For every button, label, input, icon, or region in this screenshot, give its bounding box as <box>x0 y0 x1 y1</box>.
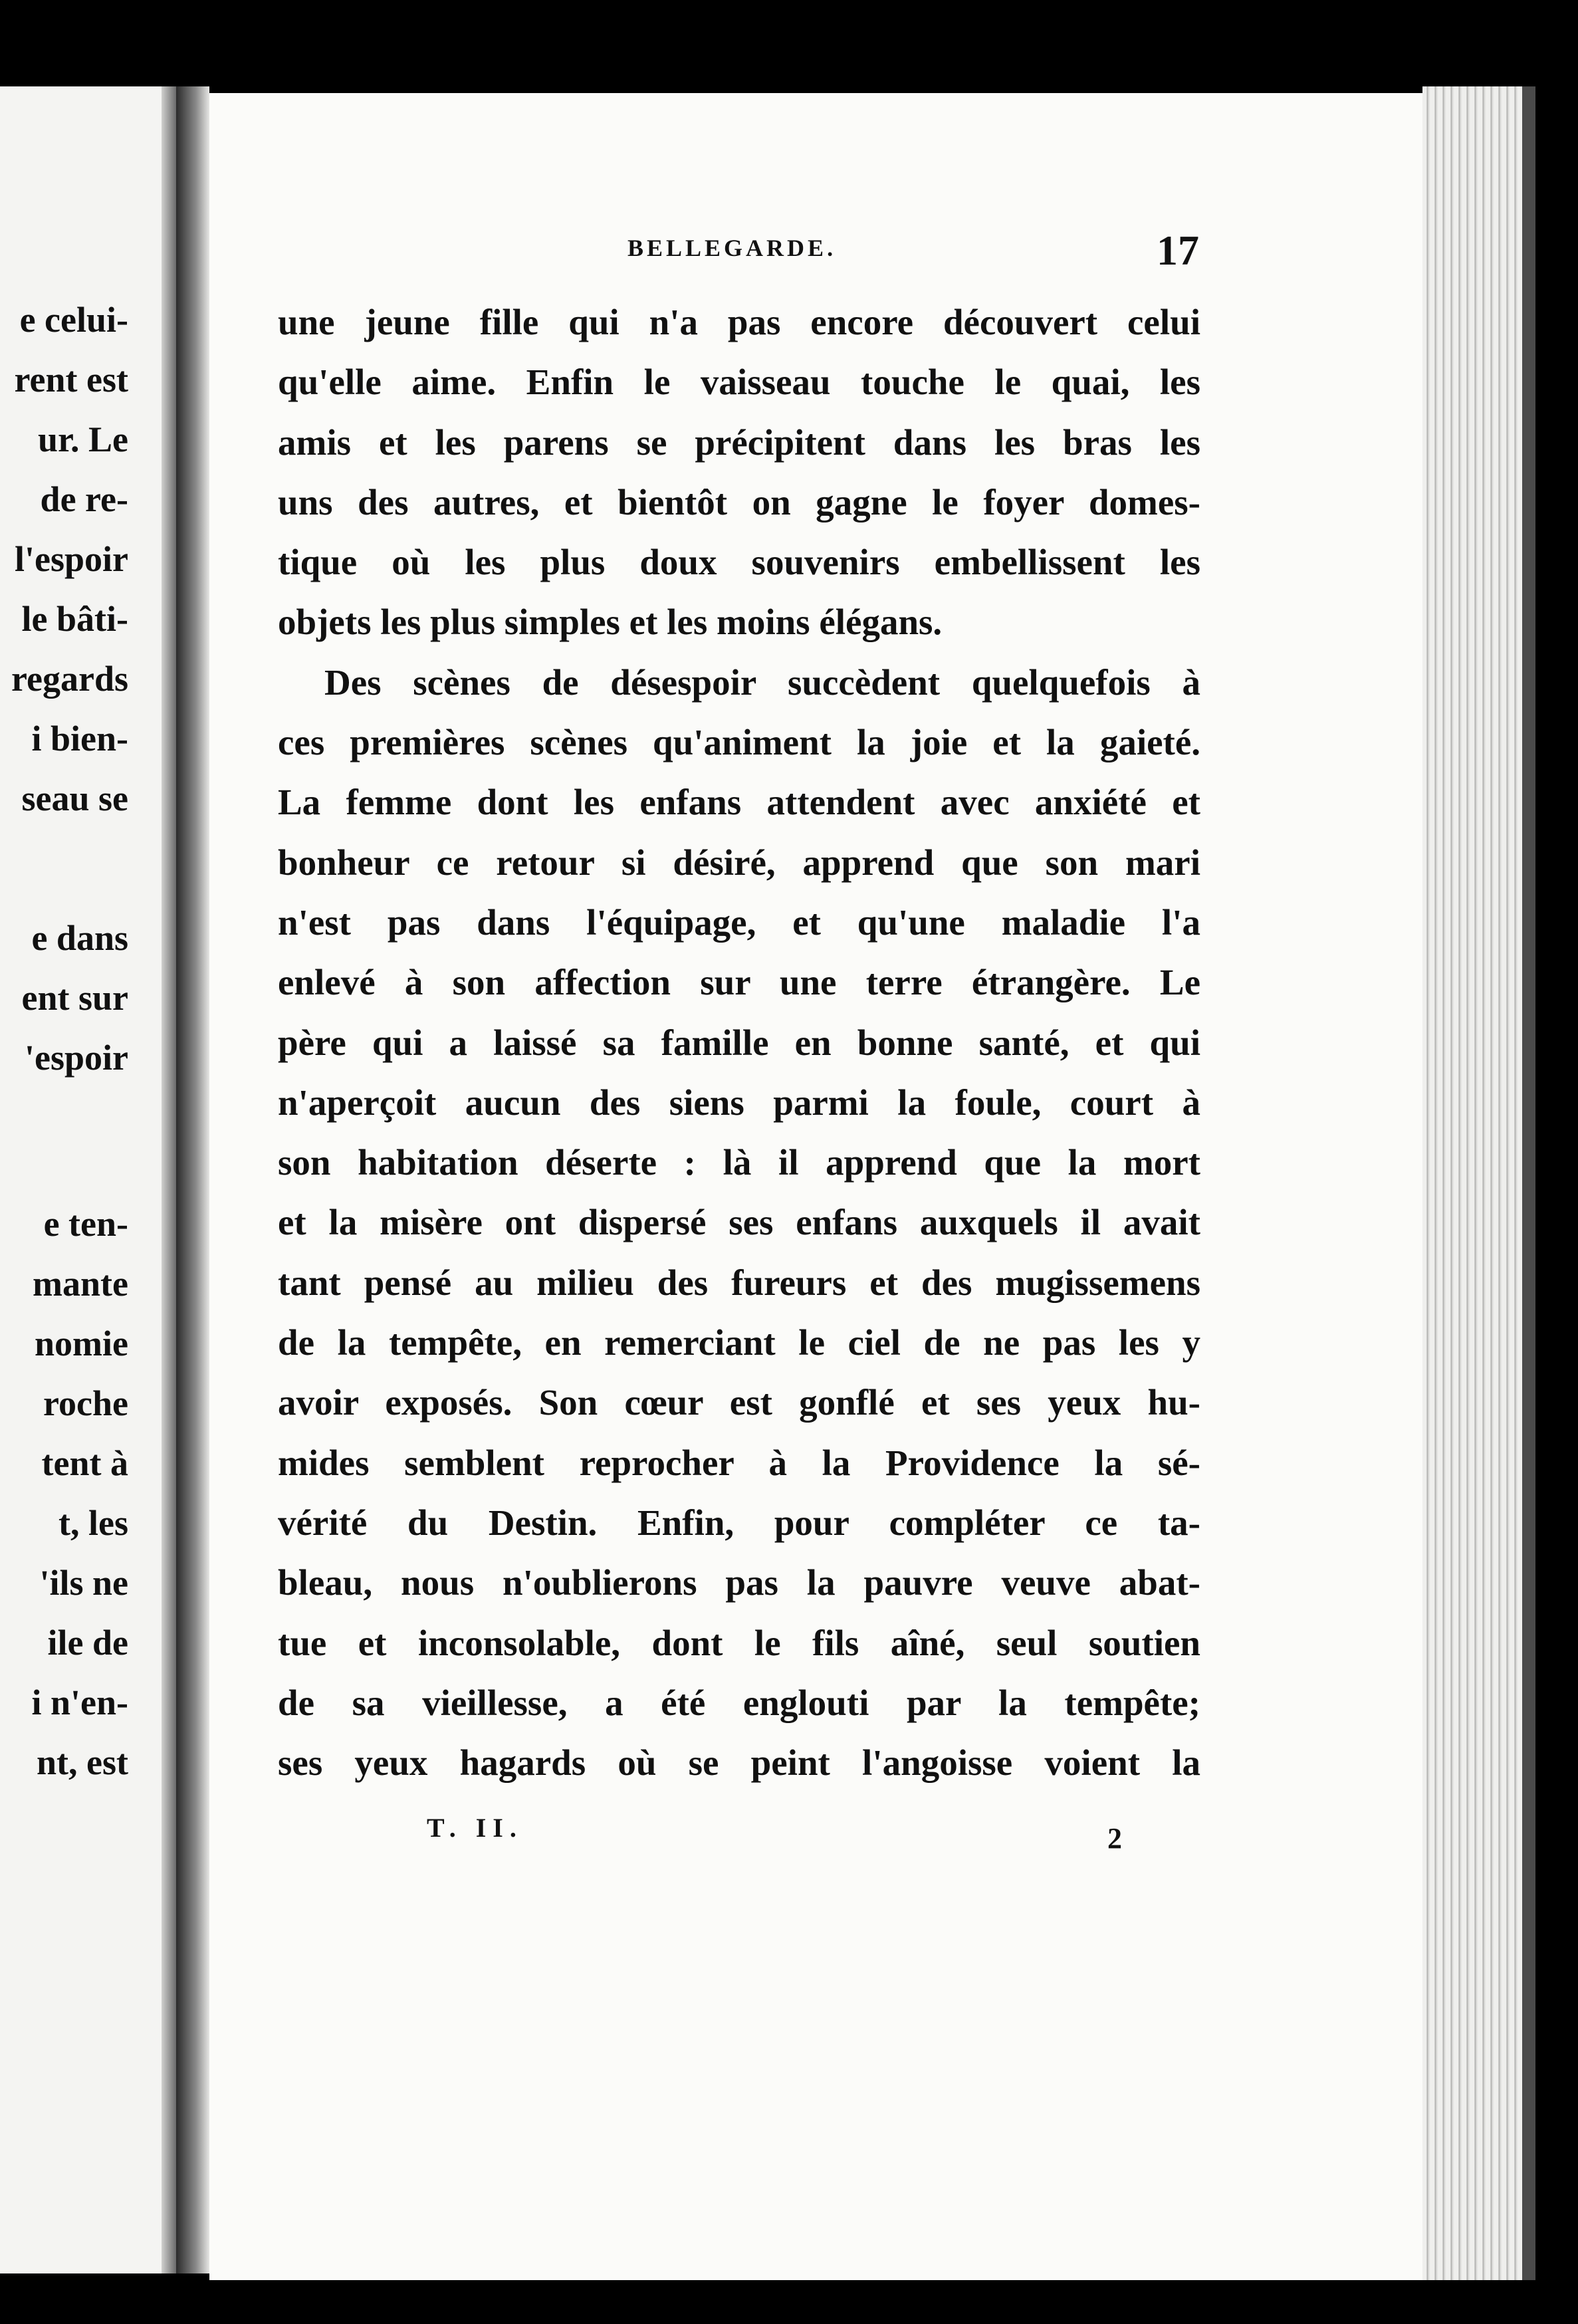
left-page-line: regards <box>11 659 128 699</box>
book-spine-shadow <box>176 86 209 2273</box>
text-line: n'aperçoit aucun des siens parmi la foule, court à <box>278 1082 1200 1123</box>
left-page-line: tent à <box>41 1443 128 1483</box>
left-page-line: i n'en- <box>31 1683 128 1722</box>
volume-signature: T. II. <box>427 1813 523 1843</box>
page-edges-shadow <box>1522 86 1535 2280</box>
left-page-line: seau se <box>21 778 128 818</box>
text-line: ces premières scènes qu'animent la joie et la gaieté. <box>278 722 1200 763</box>
text-line: avoir exposés. Son cœur est gonflé et ses yeux hu- <box>278 1382 1200 1423</box>
text-line: de la tempête, en remerciant le ciel de ne pas les y <box>278 1322 1200 1363</box>
text-line: tue et inconsolable, dont le fils aîné, seul soutien <box>278 1622 1200 1663</box>
text-line: objets les plus simples et les moins élégans. <box>278 602 943 643</box>
left-page-line: ile de <box>47 1623 128 1663</box>
left-page-line: mante <box>33 1264 128 1304</box>
text-line: et la misère ont dispersé ses enfans auxquels il avait <box>278 1202 1200 1243</box>
text-line: tant pensé au milieu des fureurs et des mugissemens <box>278 1262 1200 1303</box>
previous-page-fragment <box>0 86 176 2273</box>
body-text <box>278 292 1200 1793</box>
text-line: père qui a laissé sa famille en bonne santé, et qui <box>278 1022 1200 1063</box>
text-line: tique où les plus doux souvenirs embellissent les <box>278 542 1200 583</box>
left-page-line: roche <box>43 1383 128 1423</box>
left-page-line: ent sur <box>21 978 128 1018</box>
left-page-line: e celui- <box>19 300 128 340</box>
left-page-line: 'ils ne <box>39 1563 128 1603</box>
text-line: mides semblent reprocher à la Providence la sé- <box>278 1442 1200 1483</box>
text-line: amis et les parens se précipitent dans les bras les <box>278 421 1200 463</box>
text-line: de sa vieillesse, a été englouti par la tempête; <box>278 1682 1200 1723</box>
text-line: La femme dont les enfans attendent avec anxiété et <box>278 782 1200 823</box>
left-page-line: l'espoir <box>15 539 128 579</box>
text-line: vérité du Destin. Enfin, pour compléter ce ta- <box>278 1502 1200 1543</box>
left-page-line: nt, est <box>37 1742 128 1782</box>
text-line: son habitation déserte : là il apprend que la mort <box>278 1142 1200 1183</box>
left-page-line: 'espoir <box>25 1038 128 1078</box>
page-edges <box>1422 86 1529 2280</box>
left-page-line: de re- <box>40 479 128 519</box>
text-line: uns des autres, et bientôt on gagne le foyer domes- <box>278 481 1200 523</box>
left-page-line: i bien- <box>31 719 128 758</box>
page-number: 17 <box>1157 227 1199 274</box>
left-page-line: ur. Le <box>37 419 128 459</box>
left-page-line: rent est <box>14 360 128 400</box>
running-head: BELLEGARDE. <box>627 235 837 261</box>
text-line: qu'elle aime. Enfin le vaisseau touche le quai, les <box>278 362 1200 403</box>
gathering-number: 2 <box>1107 1822 1122 1855</box>
left-page-line: e ten- <box>43 1204 128 1244</box>
left-page-line: t, les <box>58 1503 128 1543</box>
text-line: n'est pas dans l'équipage, et qu'une maladie l'a <box>278 901 1200 943</box>
text-line: Des scènes de désespoir succèdent quelquefois à <box>324 661 1200 703</box>
left-page-line: nomie <box>35 1324 128 1363</box>
text-line: enlevé à son affection sur une terre étrangère. Le <box>278 962 1200 1003</box>
left-page-gutter <box>162 86 176 2273</box>
text-line: une jeune fille qui n'a pas encore découvert celui <box>278 302 1200 342</box>
left-page-line: e dans <box>31 918 128 958</box>
left-page-line: le bâti- <box>21 599 128 639</box>
text-line: bonheur ce retour si désiré, apprend que son mari <box>278 842 1200 883</box>
text-line: bleau, nous n'oublierons pas la pauvre veuve abat- <box>278 1562 1200 1603</box>
text-line: ses yeux hagards où se peint l'angoisse voient la <box>278 1742 1200 1784</box>
